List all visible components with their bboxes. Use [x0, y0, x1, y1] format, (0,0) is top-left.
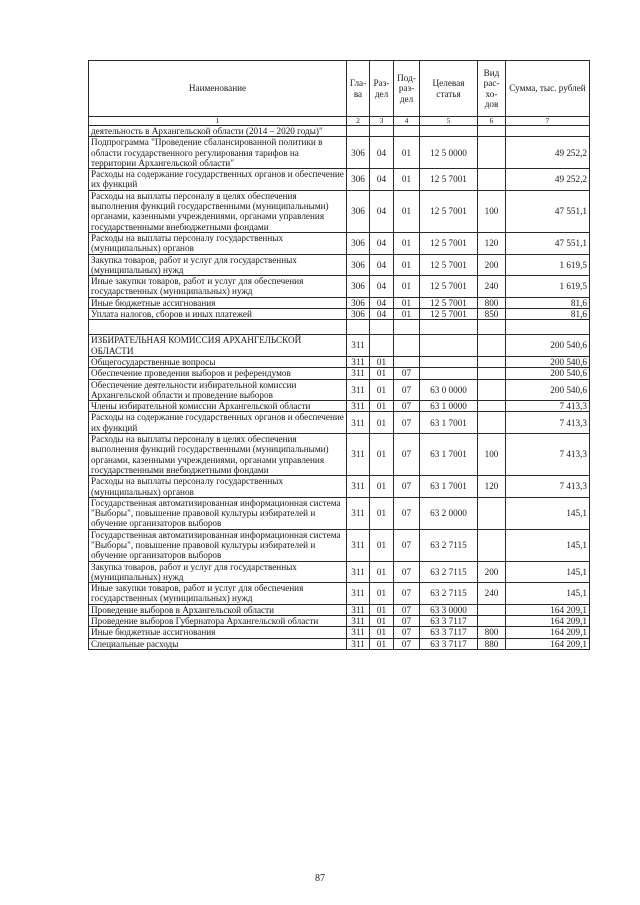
cell-sum: 1 619,5 [506, 254, 590, 276]
cell-section: 01 [370, 368, 394, 379]
cell-expense-type: 880 [478, 638, 506, 649]
cell-target-article: 63 1 0000 [420, 401, 478, 412]
cell-target-article: 63 3 7117 [420, 638, 478, 649]
header-name: Наименование [89, 61, 347, 117]
cell-subsection: 07 [394, 604, 420, 615]
cell-target-article: 12 5 0000 [420, 137, 478, 169]
cell-subsection [394, 320, 420, 335]
cell-expense-type: 100 [478, 190, 506, 232]
cell-expense-type [478, 335, 506, 357]
cell-sum: 200 540,6 [506, 379, 590, 401]
cell-chapter: 311 [347, 434, 370, 476]
cell-section: 01 [370, 604, 394, 615]
cell-name: Подпрограмма "Проведение сбалансированной политики в области государственного регулирования тарифов на территории Архангельской области" [89, 137, 347, 169]
column-number: 3 [370, 117, 394, 126]
column-number-row [89, 117, 590, 126]
cell-target-article [420, 320, 478, 335]
cell-chapter: 311 [347, 412, 370, 434]
table-row [89, 401, 590, 412]
table-row [89, 434, 590, 476]
cell-target-article [420, 356, 478, 367]
table-row [89, 497, 590, 529]
cell-sum: 1 619,5 [506, 276, 590, 298]
cell-expense-type [478, 368, 506, 379]
cell-section: 01 [370, 401, 394, 412]
page-number: 87 [315, 873, 325, 884]
cell-target-article: 63 2 7115 [420, 561, 478, 583]
cell-sum: 200 540,6 [506, 356, 590, 367]
cell-name: Государственная автоматизированная информационная система "Выборы", повышение правовой культуры избирателей и обучение организаторов выборов [89, 497, 347, 529]
cell-subsection: 07 [394, 583, 420, 605]
cell-sum: 164 209,1 [506, 638, 590, 649]
cell-target-article: 12 5 7001 [420, 309, 478, 320]
cell-section: 01 [370, 412, 394, 434]
cell-subsection: 01 [394, 254, 420, 276]
cell-target-article: 12 5 7001 [420, 254, 478, 276]
header-subsection: Под-раз-дел [394, 61, 420, 117]
cell-subsection: 07 [394, 616, 420, 627]
cell-chapter: 311 [347, 604, 370, 615]
cell-name: Государственная автоматизированная информационная система "Выборы", повышение правовой культуры избирателей и обучение организаторов выборов [89, 529, 347, 561]
cell-chapter [347, 126, 370, 137]
table-row [89, 627, 590, 638]
cell-expense-type [478, 379, 506, 401]
table-row [89, 335, 590, 357]
cell-sum: 49 252,2 [506, 169, 590, 191]
cell-section: 01 [370, 497, 394, 529]
cell-sum: 81,6 [506, 297, 590, 308]
cell-sum: 7 413,3 [506, 401, 590, 412]
cell-name: Закупка товаров, работ и услуг для государственных (муниципальных) нужд [89, 254, 347, 276]
cell-name: Проведение выборов Губернатора Архангельской области [89, 616, 347, 627]
cell-subsection [394, 126, 420, 137]
cell-expense-type [478, 320, 506, 335]
cell-target-article: 12 5 7001 [420, 297, 478, 308]
column-number: 6 [478, 117, 506, 126]
column-number: 2 [347, 117, 370, 126]
cell-chapter: 311 [347, 529, 370, 561]
table-row [89, 379, 590, 401]
table-row [89, 604, 590, 615]
header-sum: Сумма, тыс. рублей [506, 61, 590, 117]
cell-expense-type [478, 497, 506, 529]
budget-table [88, 60, 590, 650]
cell-expense-type [478, 356, 506, 367]
cell-target-article: 63 1 7001 [420, 476, 478, 498]
cell-expense-type: 850 [478, 309, 506, 320]
cell-chapter: 311 [347, 627, 370, 638]
cell-target-article [420, 335, 478, 357]
cell-section: 01 [370, 627, 394, 638]
cell-chapter: 311 [347, 368, 370, 379]
cell-chapter: 311 [347, 401, 370, 412]
cell-chapter: 306 [347, 297, 370, 308]
cell-subsection [394, 335, 420, 357]
cell-target-article: 12 5 7001 [420, 232, 478, 254]
cell-section: 04 [370, 276, 394, 298]
column-number: 7 [506, 117, 590, 126]
cell-name [89, 320, 347, 335]
cell-subsection: 07 [394, 368, 420, 379]
cell-chapter: 311 [347, 616, 370, 627]
table-row [89, 309, 590, 320]
cell-section: 04 [370, 309, 394, 320]
cell-target-article: 12 5 7001 [420, 190, 478, 232]
cell-target-article [420, 126, 478, 137]
cell-section: 04 [370, 190, 394, 232]
cell-sum: 200 540,6 [506, 368, 590, 379]
column-number: 4 [394, 117, 420, 126]
cell-target-article: 63 3 7117 [420, 627, 478, 638]
cell-name: Члены избирательной комиссии Архангельской области [89, 401, 347, 412]
cell-section: 01 [370, 616, 394, 627]
cell-target-article: 12 5 7001 [420, 169, 478, 191]
cell-subsection: 07 [394, 529, 420, 561]
cell-name: Расходы на выплаты персоналу в целях обеспечения выполнения функций государственными (муниципальными) органами, казенными учреждениями, органами управления государственными внебюджетными фондами [89, 190, 347, 232]
cell-sum: 49 252,2 [506, 137, 590, 169]
cell-name: деятельность в Архангельской области (2014 – 2020 годы)" [89, 126, 347, 137]
cell-sum: 164 209,1 [506, 604, 590, 615]
cell-subsection: 01 [394, 137, 420, 169]
cell-section: 01 [370, 561, 394, 583]
header-expense-type: Вид рас-хо-дов [478, 61, 506, 117]
cell-chapter: 311 [347, 561, 370, 583]
header-target-article: Целевая статья [420, 61, 478, 117]
cell-section: 01 [370, 379, 394, 401]
cell-sum [506, 320, 590, 335]
cell-chapter: 311 [347, 638, 370, 649]
cell-chapter: 311 [347, 583, 370, 605]
cell-expense-type: 240 [478, 583, 506, 605]
header-row [89, 61, 590, 117]
cell-section [370, 126, 394, 137]
cell-name: Обеспечение деятельности избирательной комиссии Архангельской области и проведение выборов [89, 379, 347, 401]
cell-section: 01 [370, 356, 394, 367]
cell-name: Специальные расходы [89, 638, 347, 649]
cell-name: Иные закупки товаров, работ и услуг для обеспечения государственных (муниципальных) нужд [89, 276, 347, 298]
cell-subsection: 07 [394, 497, 420, 529]
cell-section: 01 [370, 583, 394, 605]
cell-expense-type: 800 [478, 627, 506, 638]
cell-sum: 81,6 [506, 309, 590, 320]
cell-chapter: 306 [347, 190, 370, 232]
header-section: Раз-дел [370, 61, 394, 117]
column-number: 1 [89, 117, 347, 126]
cell-expense-type [478, 126, 506, 137]
cell-section: 01 [370, 476, 394, 498]
table-row [89, 190, 590, 232]
cell-section: 01 [370, 529, 394, 561]
cell-subsection: 07 [394, 379, 420, 401]
cell-name: Расходы на содержание государственных органов и обеспечение их функций [89, 169, 347, 191]
table-row [89, 276, 590, 298]
cell-section: 04 [370, 297, 394, 308]
cell-sum: 47 551,1 [506, 190, 590, 232]
cell-chapter: 306 [347, 254, 370, 276]
cell-subsection: 01 [394, 169, 420, 191]
cell-expense-type: 120 [478, 476, 506, 498]
cell-chapter: 311 [347, 379, 370, 401]
table-row [89, 583, 590, 605]
table-row [89, 616, 590, 627]
cell-sum: 145,1 [506, 497, 590, 529]
cell-chapter [347, 320, 370, 335]
cell-chapter: 311 [347, 335, 370, 357]
cell-subsection: 07 [394, 561, 420, 583]
cell-subsection: 07 [394, 627, 420, 638]
cell-subsection: 01 [394, 297, 420, 308]
cell-expense-type [478, 616, 506, 627]
cell-subsection: 07 [394, 434, 420, 476]
cell-name: Расходы на выплаты персоналу в целях обеспечения выполнения функций государственными (муниципальными) органами, казенными учреждениями, органами управления государственными внебюджетными фондами [89, 434, 347, 476]
cell-chapter: 311 [347, 476, 370, 498]
cell-name: Иные бюджетные ассигнования [89, 627, 347, 638]
column-number: 5 [420, 117, 478, 126]
cell-chapter: 306 [347, 169, 370, 191]
cell-sum: 7 413,3 [506, 434, 590, 476]
table-row [89, 297, 590, 308]
cell-expense-type [478, 604, 506, 615]
cell-expense-type: 240 [478, 276, 506, 298]
table-row [89, 137, 590, 169]
cell-sum: 145,1 [506, 561, 590, 583]
cell-subsection: 07 [394, 401, 420, 412]
cell-target-article [420, 368, 478, 379]
cell-chapter: 306 [347, 276, 370, 298]
cell-subsection: 01 [394, 276, 420, 298]
cell-name: Иные бюджетные ассигнования [89, 297, 347, 308]
cell-name: Расходы на выплаты персоналу государственных (муниципальных) органов [89, 232, 347, 254]
table-row [89, 368, 590, 379]
table-row [89, 254, 590, 276]
cell-name: Расходы на выплаты персоналу государственных (муниципальных) органов [89, 476, 347, 498]
table-row [89, 356, 590, 367]
cell-sum: 145,1 [506, 529, 590, 561]
cell-subsection: 01 [394, 309, 420, 320]
cell-sum: 7 413,3 [506, 476, 590, 498]
cell-target-article: 63 2 7115 [420, 583, 478, 605]
cell-name: Общегосударственные вопросы [89, 356, 347, 367]
cell-name: Иные закупки товаров, работ и услуг для обеспечения государственных (муниципальных) нужд [89, 583, 347, 605]
cell-section: 04 [370, 232, 394, 254]
cell-chapter: 306 [347, 309, 370, 320]
cell-expense-type: 120 [478, 232, 506, 254]
table-row [89, 412, 590, 434]
cell-target-article: 63 1 7001 [420, 434, 478, 476]
table-row [89, 169, 590, 191]
cell-subsection: 07 [394, 476, 420, 498]
cell-target-article: 63 3 0000 [420, 604, 478, 615]
cell-section [370, 320, 394, 335]
cell-sum: 7 413,3 [506, 412, 590, 434]
cell-name: ИЗБИРАТЕЛЬНАЯ КОМИССИЯ АРХАНГЕЛЬСКОЙ ОБЛАСТИ [89, 335, 347, 357]
cell-expense-type [478, 529, 506, 561]
cell-expense-type: 200 [478, 561, 506, 583]
cell-subsection [394, 356, 420, 367]
cell-expense-type: 800 [478, 297, 506, 308]
table-row [89, 232, 590, 254]
cell-section: 04 [370, 254, 394, 276]
cell-target-article: 12 5 7001 [420, 276, 478, 298]
cell-sum: 164 209,1 [506, 627, 590, 638]
cell-target-article: 63 0 0000 [420, 379, 478, 401]
cell-expense-type: 200 [478, 254, 506, 276]
cell-name: Расходы на содержание государственных органов и обеспечение их функций [89, 412, 347, 434]
table-row [89, 561, 590, 583]
cell-section: 04 [370, 137, 394, 169]
cell-sum: 47 551,1 [506, 232, 590, 254]
cell-sum: 164 209,1 [506, 616, 590, 627]
table-row [89, 638, 590, 649]
cell-expense-type: 100 [478, 434, 506, 476]
table-row [89, 320, 590, 335]
cell-target-article: 63 2 0000 [420, 497, 478, 529]
table-row [89, 529, 590, 561]
cell-section [370, 335, 394, 357]
cell-section: 01 [370, 638, 394, 649]
cell-chapter: 311 [347, 497, 370, 529]
cell-sum [506, 126, 590, 137]
table-body [89, 126, 590, 650]
table-row [89, 126, 590, 137]
cell-subsection: 07 [394, 412, 420, 434]
cell-subsection: 07 [394, 638, 420, 649]
cell-target-article: 63 3 7117 [420, 616, 478, 627]
cell-subsection: 01 [394, 190, 420, 232]
cell-expense-type [478, 401, 506, 412]
cell-name: Уплата налогов, сборов и иных платежей [89, 309, 347, 320]
cell-target-article: 63 2 7115 [420, 529, 478, 561]
cell-subsection: 01 [394, 232, 420, 254]
cell-chapter: 306 [347, 232, 370, 254]
cell-name: Закупка товаров, работ и услуг для государственных (муниципальных) нужд [89, 561, 347, 583]
header-chapter: Гла-ва [347, 61, 370, 117]
cell-name: Проведение выборов в Архангельской области [89, 604, 347, 615]
cell-chapter: 306 [347, 137, 370, 169]
cell-expense-type [478, 412, 506, 434]
cell-section: 01 [370, 434, 394, 476]
cell-sum: 200 540,6 [506, 335, 590, 357]
cell-expense-type [478, 137, 506, 169]
table-row [89, 476, 590, 498]
cell-section: 04 [370, 169, 394, 191]
cell-sum: 145,1 [506, 583, 590, 605]
cell-chapter: 311 [347, 356, 370, 367]
cell-name: Обеспечение проведения выборов и референдумов [89, 368, 347, 379]
cell-target-article: 63 1 7001 [420, 412, 478, 434]
cell-expense-type [478, 169, 506, 191]
